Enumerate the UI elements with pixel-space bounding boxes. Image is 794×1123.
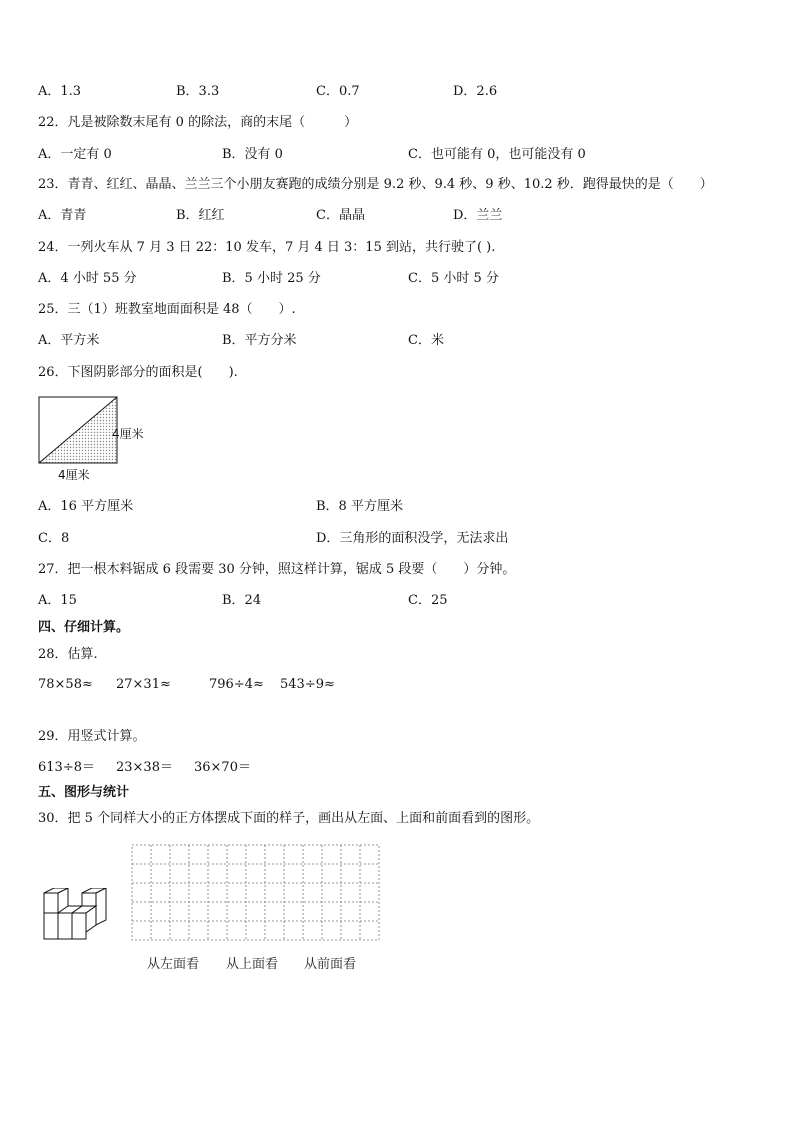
- q22-option-a: A．一定有 0: [38, 147, 112, 162]
- section-4-heading: 四、仔细计算。: [38, 620, 130, 635]
- q25-stem: 25．三（1）班教室地面面积是 48（ ）.: [38, 302, 296, 317]
- q21-option-b: B．3.3: [176, 84, 220, 99]
- view-label-left: 从左面看: [147, 957, 200, 972]
- q25-option-a: A．平方米: [38, 333, 100, 348]
- q28-stem: 28．估算.: [38, 647, 98, 662]
- q28-item-2: 27×31≈: [116, 677, 171, 692]
- view-label-top: 从上面看: [226, 957, 279, 972]
- q22-option-c: C．也可能有 0，也可能没有 0: [408, 147, 586, 162]
- q24-option-b: B．5 小时 25 分: [222, 271, 321, 286]
- q21-option-d: D．2.6: [453, 84, 498, 99]
- q27-stem: 27．把一根木料锯成 6 段需要 30 分钟，照这样计算，锯成 5 段要（ ）分钟。: [38, 562, 516, 577]
- q24-option-c: C．5 小时 5 分: [408, 271, 499, 286]
- q28-item-3: 796÷4≈: [209, 677, 264, 692]
- q25-option-b: B．平方分米: [222, 333, 297, 348]
- q25-option-c: C．米: [408, 333, 444, 348]
- q24-stem: 24．一列火车从 7 月 3 日 22：10 发车，7 月 4 日 3：15 到站，共行驶了( ).: [38, 240, 496, 255]
- q29-stem: 29．用竖式计算。: [38, 729, 146, 744]
- q30-stem: 30．把 5 个同样大小的正方体摆成下面的样子，画出从左面、上面和前面看到的图形。: [38, 811, 540, 826]
- q27-option-c: C．25: [408, 593, 448, 608]
- q26-square-figure: [36, 395, 120, 467]
- section-5-heading: 五、图形与统计: [38, 785, 130, 800]
- q23-option-a: A．青青: [38, 208, 87, 223]
- q21-option-c: C．0.7: [316, 84, 360, 99]
- q21-option-a: A．1.3: [38, 84, 82, 99]
- q28-item-4: 543÷9≈: [280, 677, 335, 692]
- q26-option-b: B．8 平方厘米: [316, 499, 403, 514]
- q27-option-a: A．15: [38, 593, 77, 608]
- q26-option-c: C．8: [38, 531, 70, 546]
- q29-item-2: 23×38＝: [116, 760, 173, 775]
- q26-right-label: 4厘米: [112, 427, 144, 441]
- q30-drawing-grid: [130, 843, 382, 943]
- q27-option-b: B．24: [222, 593, 262, 608]
- q30-cube-stack-figure: [40, 888, 115, 944]
- view-label-front: 从前面看: [304, 957, 357, 972]
- q23-option-d: D．兰兰: [453, 208, 503, 223]
- q23-stem: 23．青青、红红、晶晶、兰兰三个小朋友赛跑的成绩分别是 9.2 秒、9.4 秒、9 秒、10.2 秒．跑得最快的是（ ）: [38, 177, 713, 192]
- q23-option-c: C．晶晶: [316, 208, 365, 223]
- q23-option-b: B．红红: [176, 208, 225, 223]
- q22-stem: 22．凡是被除数末尾有 0 的除法，商的末尾（ ）: [38, 115, 358, 130]
- q29-item-1: 613÷8＝: [38, 760, 95, 775]
- q24-option-a: A．4 小时 55 分: [38, 271, 137, 286]
- q26-option-d: D．三角形的面积没学，无法求出: [316, 531, 509, 546]
- q26-bottom-label: 4厘米: [58, 468, 90, 482]
- q28-item-1: 78×58≈: [38, 677, 93, 692]
- q29-item-3: 36×70＝: [194, 760, 251, 775]
- q22-option-b: B．没有 0: [222, 147, 283, 162]
- q26-option-a: A．16 平方厘米: [38, 499, 134, 514]
- q26-stem: 26．下图阴影部分的面积是( ).: [38, 365, 238, 380]
